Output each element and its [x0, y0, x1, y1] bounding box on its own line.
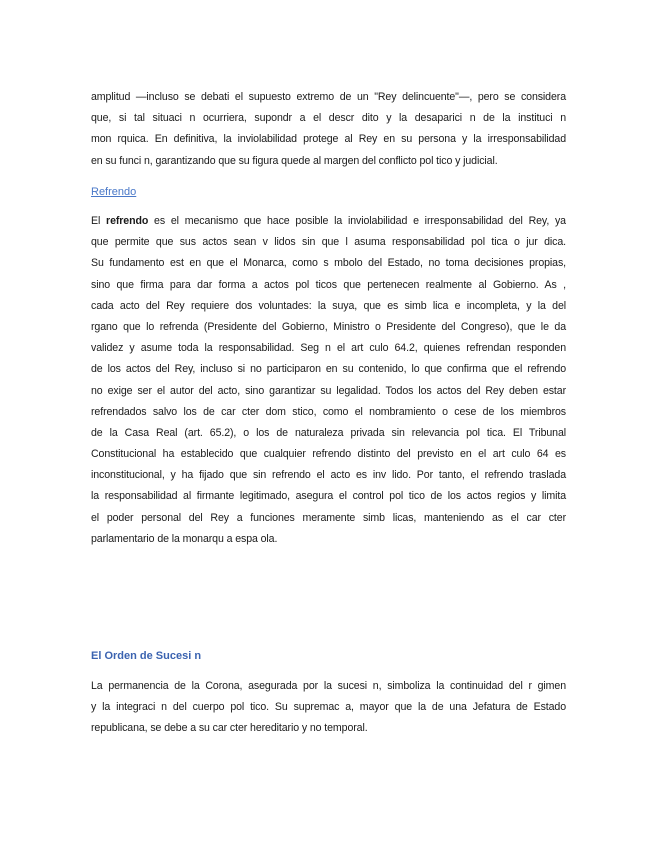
text-line: Constitucional ha establecido que cualquier refrendo distinto del previsto en el art culo 64 es	[91, 448, 566, 461]
text-line: republicana, se debe a su car cter hereditario y no temporal.	[91, 722, 368, 735]
paragraph-refrendo	[91, 211, 566, 550]
text-line	[91, 211, 566, 232]
text-line: que, si tal situaci n ocurriera, supondr a el descr dito y la desaparici n de la instituci n	[91, 112, 566, 125]
text-line: cada acto del Rey requiere dos voluntades: la suya, que es simb lica e incompleta, y la del	[91, 299, 566, 312]
text-line: amplitud —incluso se debati el supuesto extremo de un "Rey delincuente"—, pero se considera	[91, 91, 566, 103]
text-line: en su funci n, garantizando que su figura quede al margen del conflicto pol tico y judicial.	[91, 154, 498, 167]
text-line: el poder personal del Rey a funciones meramente simb licas, manteniendo as el car cter	[91, 511, 566, 524]
text-line: y la integraci n del cuerpo pol tico. Su supremac a, mayor que la de una Jefatura de Estado	[91, 701, 566, 714]
paragraph-sucesion	[91, 676, 566, 740]
text-line: mon rquica. En definitiva, la inviolabilidad protege al Rey en su persona y la irresponsabilidad	[91, 133, 566, 146]
text-run: es el mecanismo que hace posible la inviolabilidad e irresponsabilidad del Rey, ya	[148, 215, 566, 227]
text-line: de la Casa Real (art. 65.2), o los de naturaleza privada sin relevancia pol tica. El Tribunal	[91, 426, 566, 439]
text-line: no exige ser el autor del acto, sino garantizar su legalidad. Todos los actos del Rey deben estar	[91, 384, 566, 397]
text-line: refrendados salvo los de car cter dom stico, como el nombramiento o cese de los miembros	[91, 405, 566, 418]
section-heading-orden-sucesion: El Orden de Sucesi n	[91, 650, 202, 662]
text-line: La permanencia de la Corona, asegurada por la sucesi n, simboliza la continuidad del r gimen	[91, 680, 566, 692]
section-heading-refrendo[interactable]: Refrendo	[91, 186, 137, 198]
text-line: rgano que lo refrenda (Presidente del Gobierno, Ministro o Presidente del Congreso), que le da	[91, 320, 566, 333]
text-line: la responsabilidad al firmante legitimado, asegura el control pol tico de los actos regios y limita	[91, 490, 566, 503]
paragraph-inviolability-end	[91, 87, 566, 172]
text-line: parlamentario de la monarqu a espa ola.	[91, 532, 278, 545]
text-line: sino que firma para dar forma a actos pol ticos que pertenecen realmente al Gobierno. As ,	[91, 278, 566, 291]
text-line: inconstitucional, y ha fijado que sin refrendo el acto es inv lido. Por tanto, el refrendo traslada	[91, 469, 566, 482]
text-line: Su fundamento est en que el Monarca, como s mbolo del Estado, no toma decisiones propias,	[91, 257, 566, 270]
bold-term: refrendo	[106, 215, 149, 227]
text-line: de los actos del Rey, incluso si no participaron en su contenido, lo que confirma que el refrendo	[91, 363, 566, 376]
text-line: que permite que sus actos sean v lidos sin que l asuma responsabilidad pol tica o jur dica.	[91, 236, 566, 249]
text-run: El	[91, 215, 107, 227]
text-line: validez y asume toda la responsabilidad. Seg n el art culo 64.2, quienes refrendan responden	[91, 342, 566, 355]
